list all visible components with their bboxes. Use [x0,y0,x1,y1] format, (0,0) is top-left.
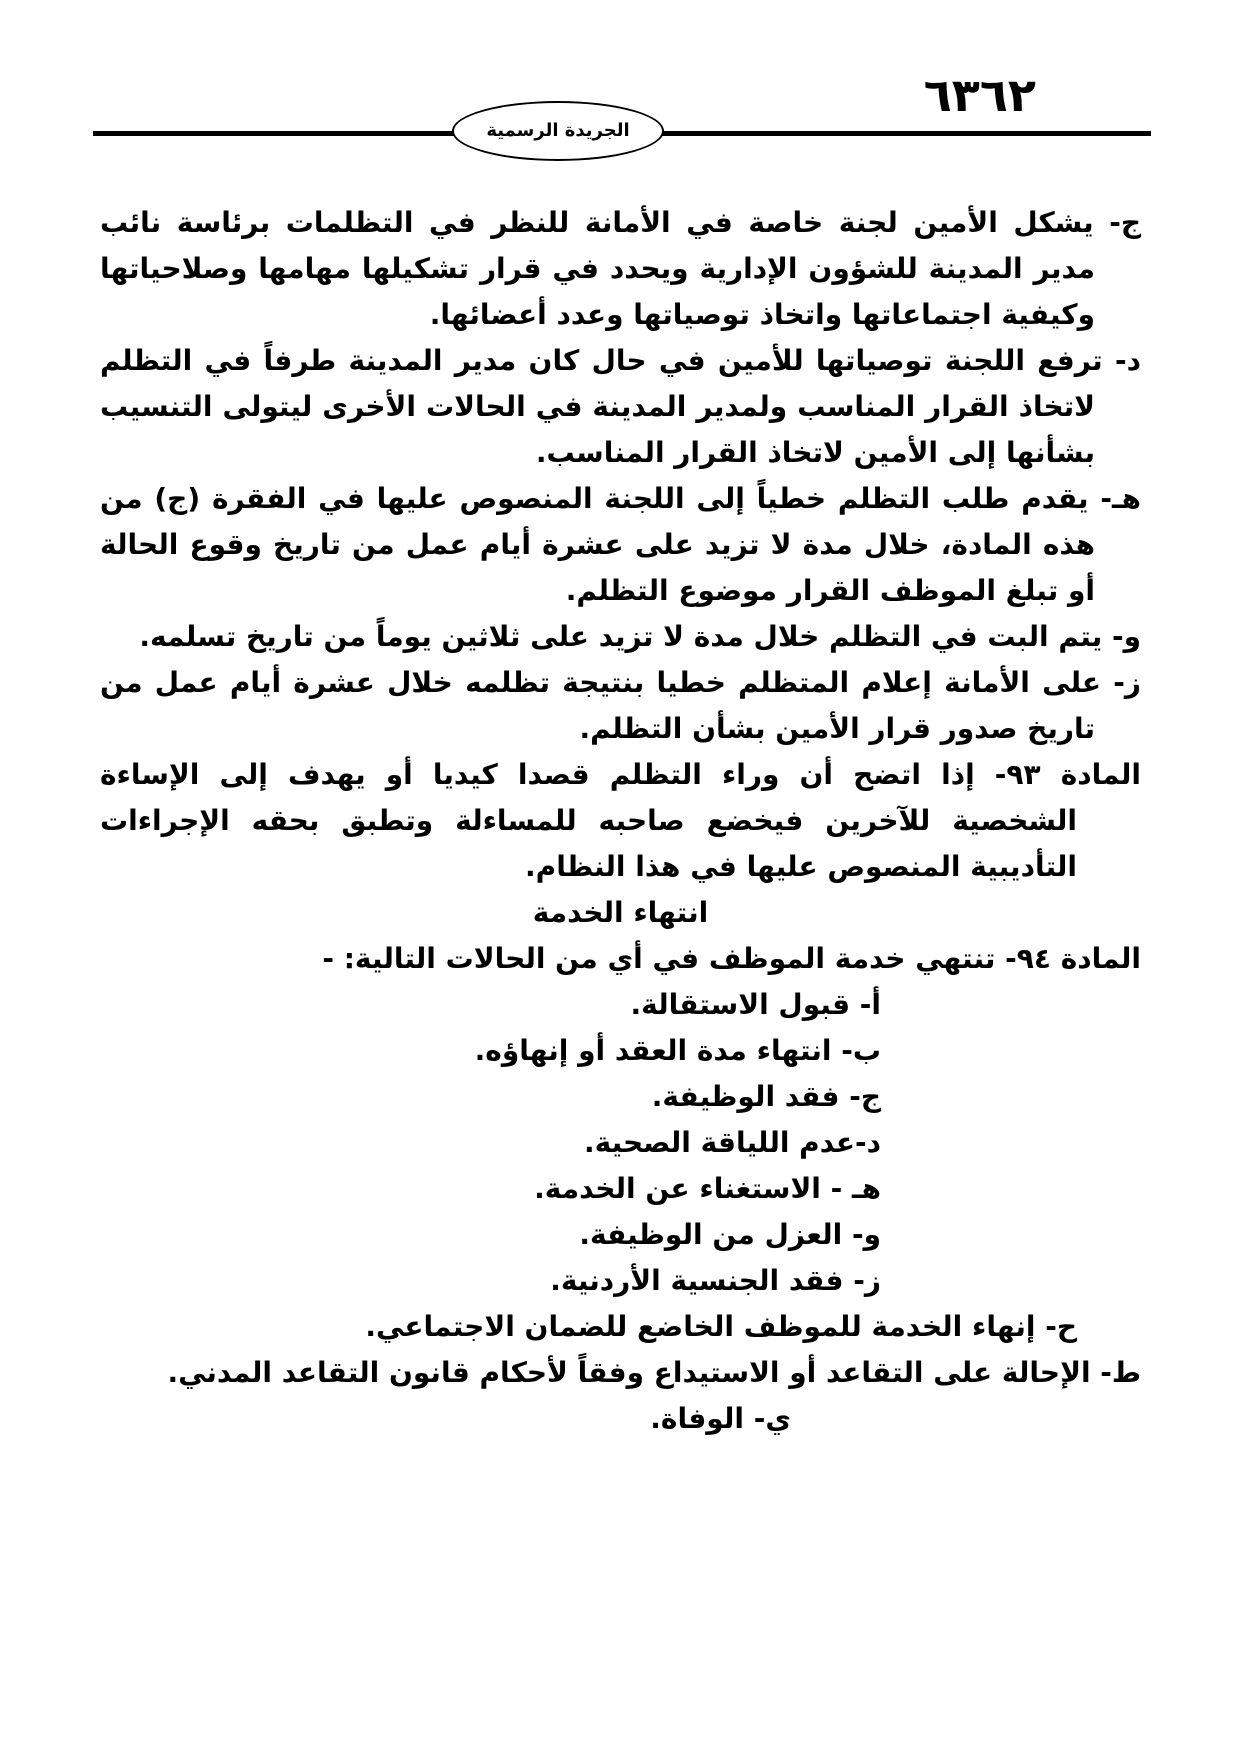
termination-case-ya: ي- الوفاة. [650,1402,791,1435]
termination-case-ha: هـ - الاستغناء عن الخدمة. [534,1172,881,1205]
termination-case-alef: أ- قبول الاستقالة. [630,988,881,1021]
document-body [0,200,1241,1442]
termination-case-waw: و- العزل من الوظيفة. [579,1218,881,1251]
clause-zay: ز- على الأمانة إعلام المتظلم خطيا بنتيجة تظلمه خلال عشرة أيام عمل من تاريخ صدور قرار الأمين بشأن التظلم. [100,666,1141,745]
termination-case-jeem: ج- فقد الوظيفة. [651,1080,881,1113]
termination-case-zay: ز- فقد الجنسية الأردنية. [550,1264,881,1297]
termination-case-tta: ط- الإحالة على التقاعد أو الاستيداع وفقاً لأحكام قانون التقاعد المدني. [167,1356,1141,1389]
termination-case-hha: ح- إنهاء الخدمة للموظف الخاضع للضمان الاجتماعي. [365,1310,1077,1343]
termination-case-dal: د-عدم اللياقة الصحية. [583,1126,881,1159]
gazette-title: الجريدة الرسمية [486,119,630,141]
gazette-title-badge [452,101,664,161]
clause-dal: د- ترفع اللجنة توصياتها للأمين في حال كان مدير المدينة طرفاً في التظلم لاتخاذ القرار المناسب ولمدير المدينة في الحالات الأخرى ليتولى التنسيب بشأنها إلى الأمين لاتخاذ القرار المناسب. [100,344,1141,469]
article-94-intro: المادة ٩٤- تنتهي خدمة الموظف في أي من الحالات التالية: - [322,942,1141,975]
page-number: ٦٣٦٢ [923,68,1036,122]
termination-case-ba: ب- انتهاء مدة العقد أو إنهاؤه. [474,1034,881,1067]
clause-jeem: ج- يشكل الأمين لجنة خاصة في الأمانة للنظر في التظلمات برئاسة نائب مدير المدينة للشؤون الإدارية ويحدد في قرار تشكيلها مهامها وصلاحياتها وكيفية اجتماعاتها واتخاذ توصياتها وعدد أعضائها. [100,206,1141,331]
clause-waw: و- يتم البت في التظلم خلال مدة لا تزيد على ثلاثين يوماً من تاريخ تسلمه. [139,620,1141,653]
termination-cases-list [100,982,1141,1442]
page-header [0,0,1241,200]
article-93: المادة ٩٣- إذا اتضح أن وراء التظلم قصدا كيديا أو يهدف إلى الإساءة الشخصية للآخرين فيخضع صاحبه للمساءلة وتطبق بحقه الإجراءات التأديبية المنصوص عليها في هذا النظام. [100,758,1141,883]
section-heading-termination: انتهاء الخدمة [532,896,709,929]
clause-ha: هـ- يقدم طلب التظلم خطياً إلى اللجنة المنصوص عليها في الفقرة (ج) من هذه المادة، خلال مدة لا تزيد على عشرة أيام عمل من تاريخ وقوع الحالة أو تبلغ الموظف القرار موضوع التظلم. [100,482,1141,607]
